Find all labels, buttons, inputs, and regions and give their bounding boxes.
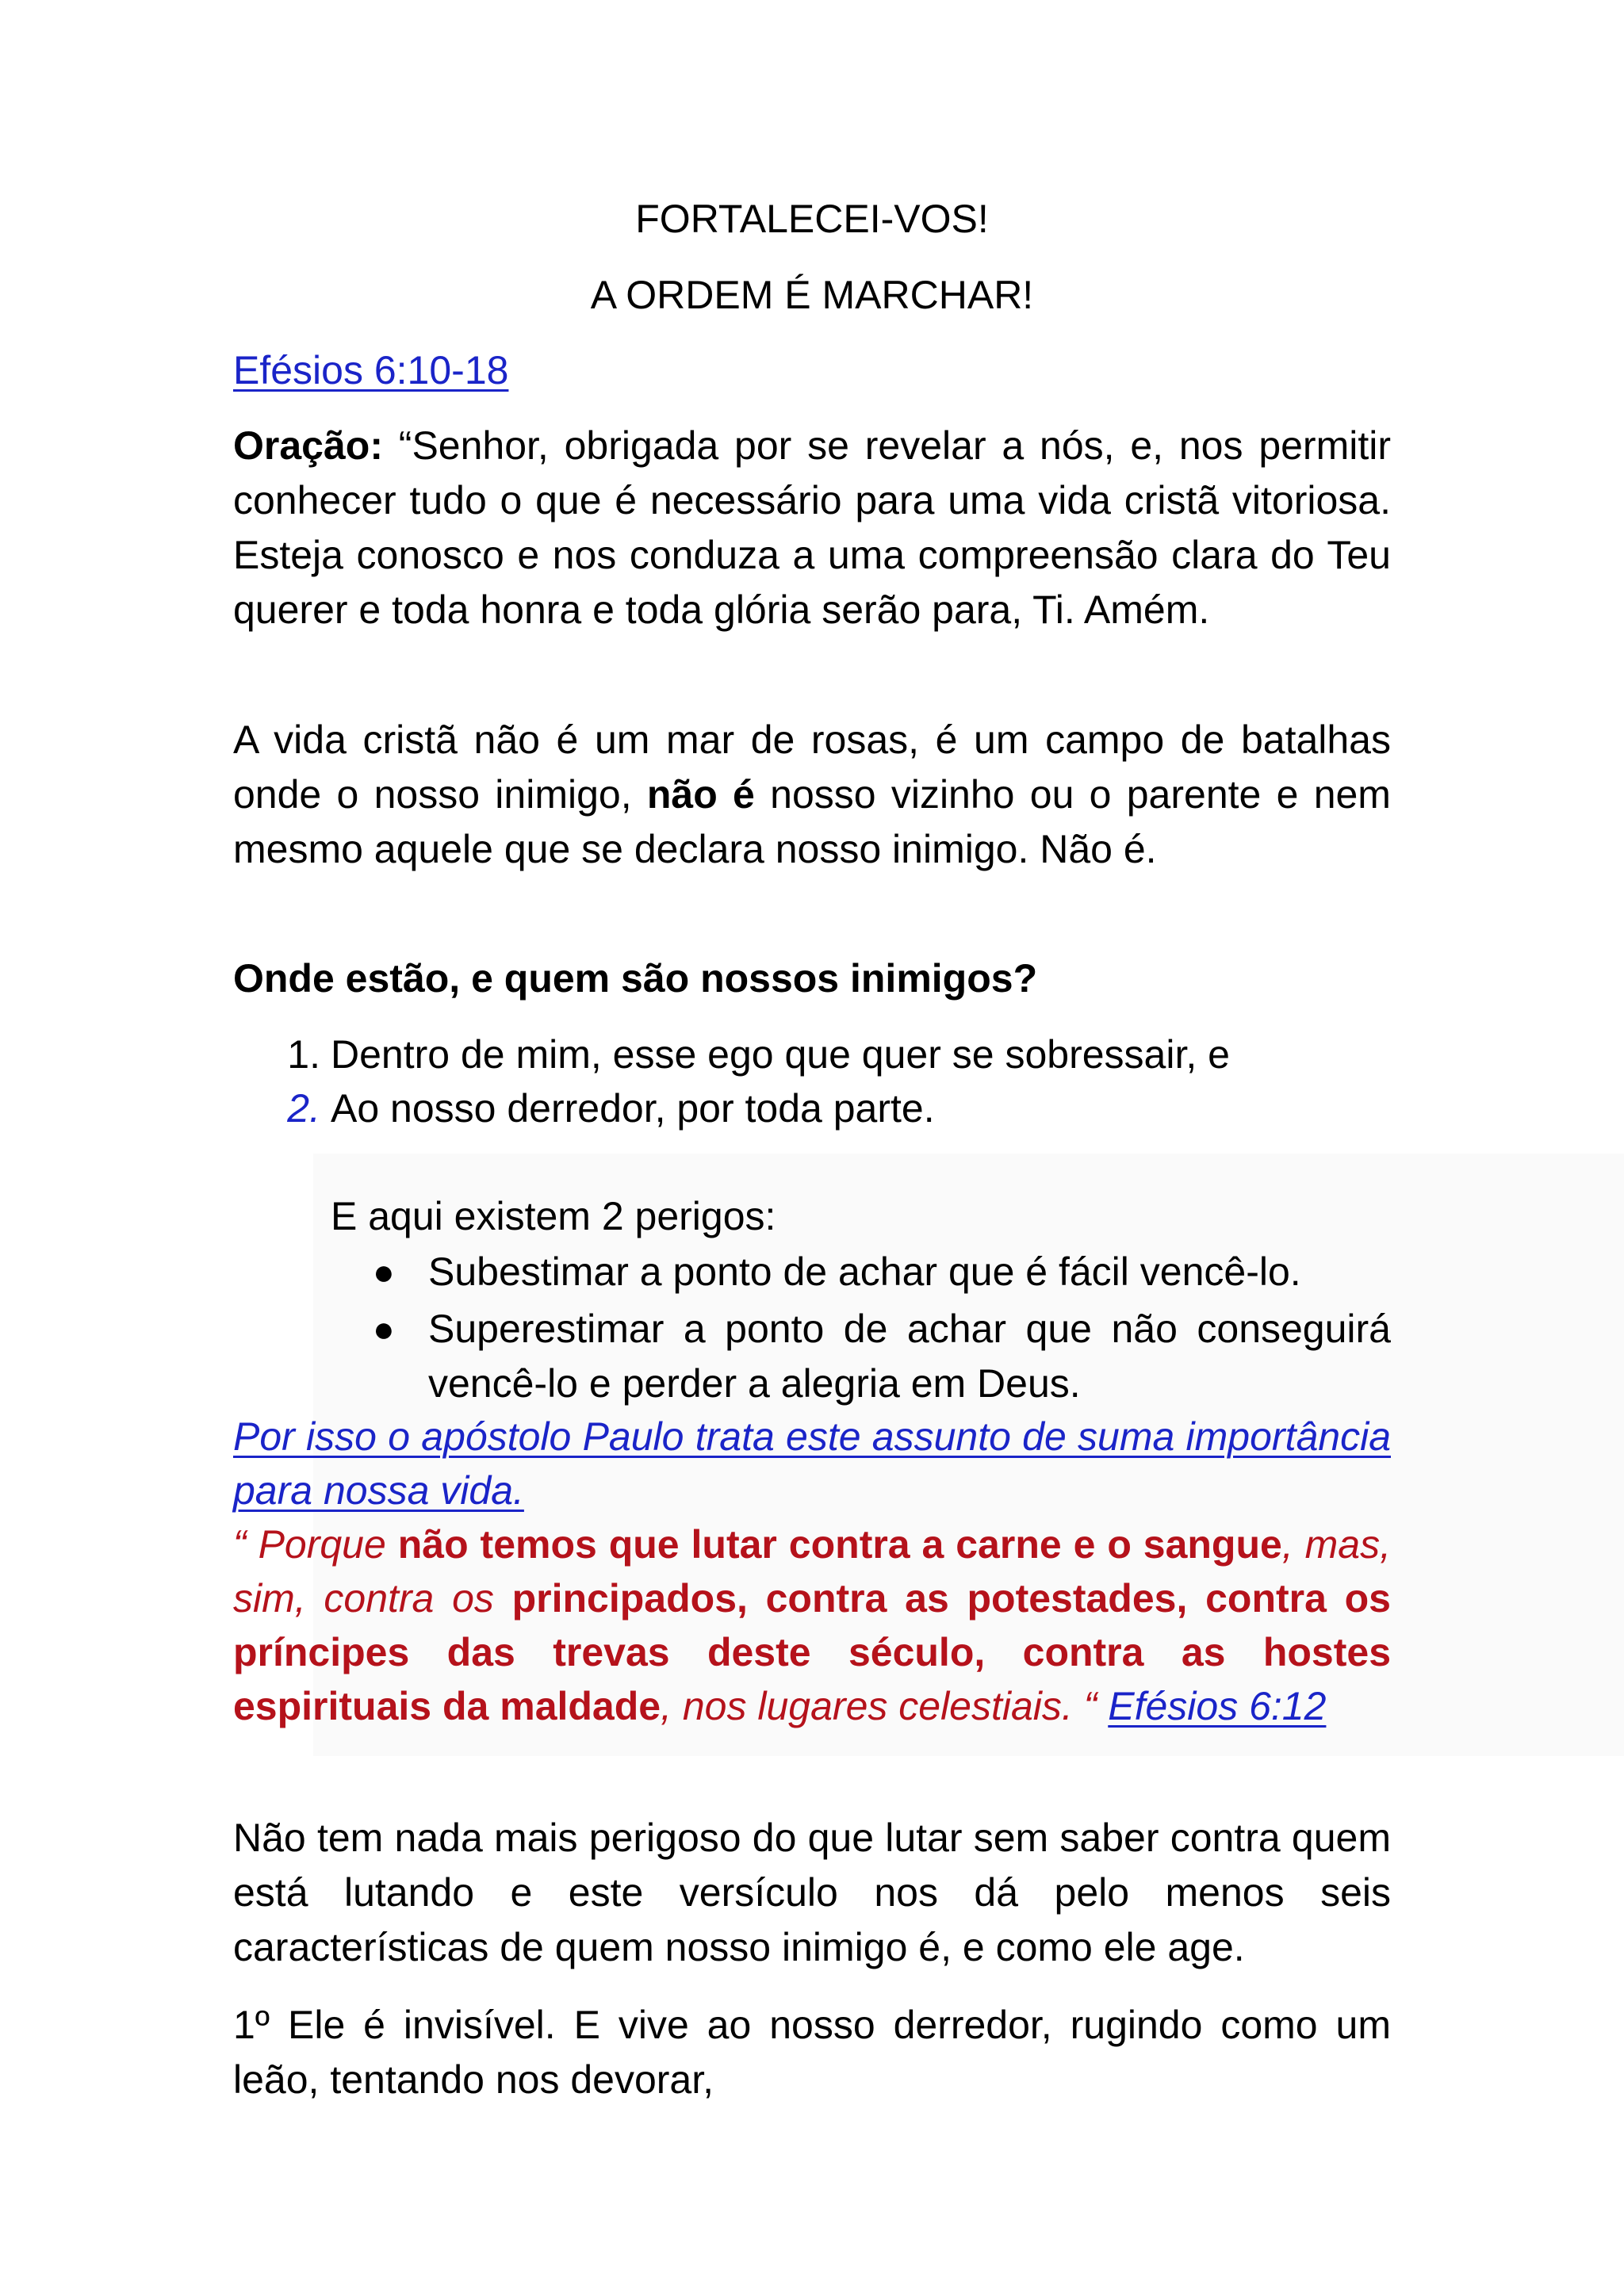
reference-link[interactable]: Efésios 6:10-18 — [233, 348, 509, 392]
intro-paragraph — [233, 713, 1391, 877]
prayer-text: “Senhor, obrigada por se revelar a nós, e, nos permitir conhecer tudo o que é necessário para uma vida cristã vitoriosa. Esteja conosco e nos conduza a uma compreensão clara do Teu querer e toda honra e toda glória serão para, Ti. Amém. — [233, 423, 1391, 632]
apostle-paragraph — [233, 1410, 1391, 1517]
intro-text-bold: não é — [646, 772, 755, 817]
verse-part-1: “ Porque — [233, 1522, 386, 1567]
verse-part-4: principados, contra as potestades, contra os príncipes das trevas deste século, contra as hostes espirituais da maldade — [233, 1576, 1391, 1728]
list-number-2: 2. — [287, 1086, 320, 1131]
danger-item-2: Superestimar a ponto de achar que não conseguirá vencê-lo e perder a alegria em Deus. — [428, 1307, 1391, 1406]
intro-text-end: nosso vizinho ou o parente e nem mesmo aquele que se declara nosso inimigo. Não é. — [233, 772, 1391, 871]
question-heading: Onde estão, e quem são nossos inimigos? — [233, 956, 1038, 1001]
title-line-2: A ORDEM É MARCHAR! — [590, 273, 1034, 317]
reference-link-paragraph — [233, 343, 1391, 398]
intro-text-start: A vida cristã não é um mar de rosas, é um campo de batalhas onde o nosso inimigo, — [233, 718, 1391, 817]
bullet-icon: ● — [373, 1308, 395, 1349]
verse-part-5: , nos lugares celestiais. “ — [661, 1684, 1097, 1728]
first-characteristic-paragraph: 1º Ele é invisível. E vive ao nosso derredor, rugindo como um leão, tentando nos devorar, — [233, 2003, 1391, 2102]
prayer-paragraph — [233, 419, 1391, 637]
list-number-1: 1. — [287, 1032, 320, 1077]
explanation-paragraph: Não tem nada mais perigoso do que lutar sem saber contra quem está lutando e este versículo nos dá pelo menos seis características de quem nosso inimigo é, e como ele age. — [233, 1816, 1391, 1969]
apostle-link[interactable]: Por isso o apóstolo Paulo trata este assunto de suma importância para nossa vida. — [233, 1414, 1391, 1513]
verse-part-3: , mas, sim, contra os — [233, 1522, 1391, 1621]
verse-reference-link[interactable]: Efésios 6:12 — [1108, 1684, 1327, 1728]
verse-part-2: não temos que lutar contra a carne e o sangue — [397, 1522, 1282, 1567]
danger-item-1: Subestimar a ponto de achar que é fácil vencê-lo. — [428, 1249, 1301, 1294]
list-text-2: Ao nosso derredor, por toda parte. — [331, 1086, 935, 1131]
bullet-icon: ● — [373, 1251, 395, 1292]
title-line-1: FORTALECEI-VOS! — [635, 197, 989, 241]
dangers-intro: E aqui existem 2 perigos: — [331, 1194, 776, 1238]
verse-quote — [233, 1517, 1391, 1733]
list-text-1: Dentro de mim, esse ego que quer se sobressair, e — [331, 1032, 1230, 1077]
prayer-label: Oração: — [233, 423, 383, 468]
